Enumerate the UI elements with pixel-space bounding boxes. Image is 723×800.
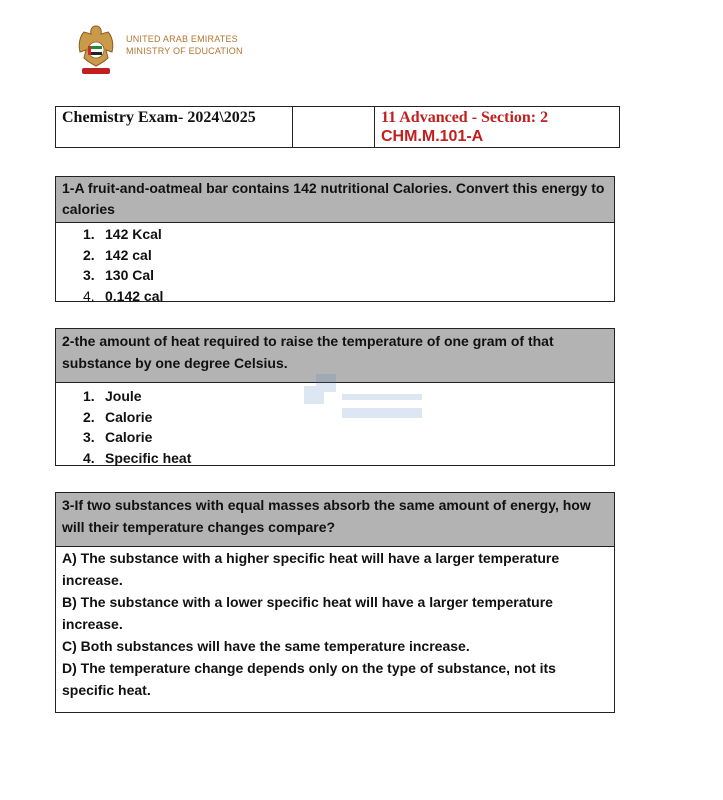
answer-b: B) The substance with a lower specific heat will have a larger temperature increase. xyxy=(62,594,553,632)
answer-a: A) The substance with a higher specific heat will have a larger temperature increase. xyxy=(62,550,560,588)
question-2-text: 2-the amount of heat required to raise the temperature of one gram of that substance by one degree Celsius. xyxy=(56,329,614,383)
exam-title: Chemistry Exam- 2024\2025 xyxy=(56,107,293,147)
option-item: 2. 142 cal xyxy=(83,246,152,263)
question-1-options xyxy=(56,223,614,307)
answer-c: C) Both substances will have the same temperature increase. xyxy=(62,638,470,654)
exam-header-table xyxy=(55,106,620,148)
course-code: CHM.M.101-A xyxy=(381,128,484,145)
question-3-answers xyxy=(56,547,614,702)
option-item: 4. Specific heat xyxy=(83,449,192,466)
ministry-label: MINISTRY OF EDUCATION xyxy=(126,46,243,56)
option-item: 4. 0.142 cal xyxy=(83,287,164,304)
section-label: 11 Advanced - Section: 2 xyxy=(381,109,549,126)
question-1 xyxy=(55,176,615,302)
watermark-logo xyxy=(302,372,426,432)
option-item: 1. 142 Kcal xyxy=(83,226,162,242)
question-3 xyxy=(55,492,615,713)
question-3-text: 3-If two substances with equal masses absorb the same amount of energy, how will their temperature changes compare? xyxy=(56,493,614,547)
answer-d: D) The temperature change depends only on the type of substance, not its specific heat. xyxy=(62,660,556,698)
country-label: UNITED ARAB EMIRATES xyxy=(126,34,238,44)
ministry-name xyxy=(126,33,243,57)
option-item: 2. Calorie xyxy=(83,408,153,425)
uae-emblem-logo xyxy=(74,22,118,78)
option-item: 3. 130 Cal xyxy=(83,267,155,283)
section-cell xyxy=(375,107,619,147)
option-item: 3. Calorie xyxy=(83,429,153,445)
question-1-text: 1-A fruit-and-oatmeal bar contains 142 nutritional Calories. Convert this energy to calories xyxy=(56,177,614,223)
option-item: 1. Joule xyxy=(83,388,142,404)
empty-header-cell xyxy=(293,107,375,147)
